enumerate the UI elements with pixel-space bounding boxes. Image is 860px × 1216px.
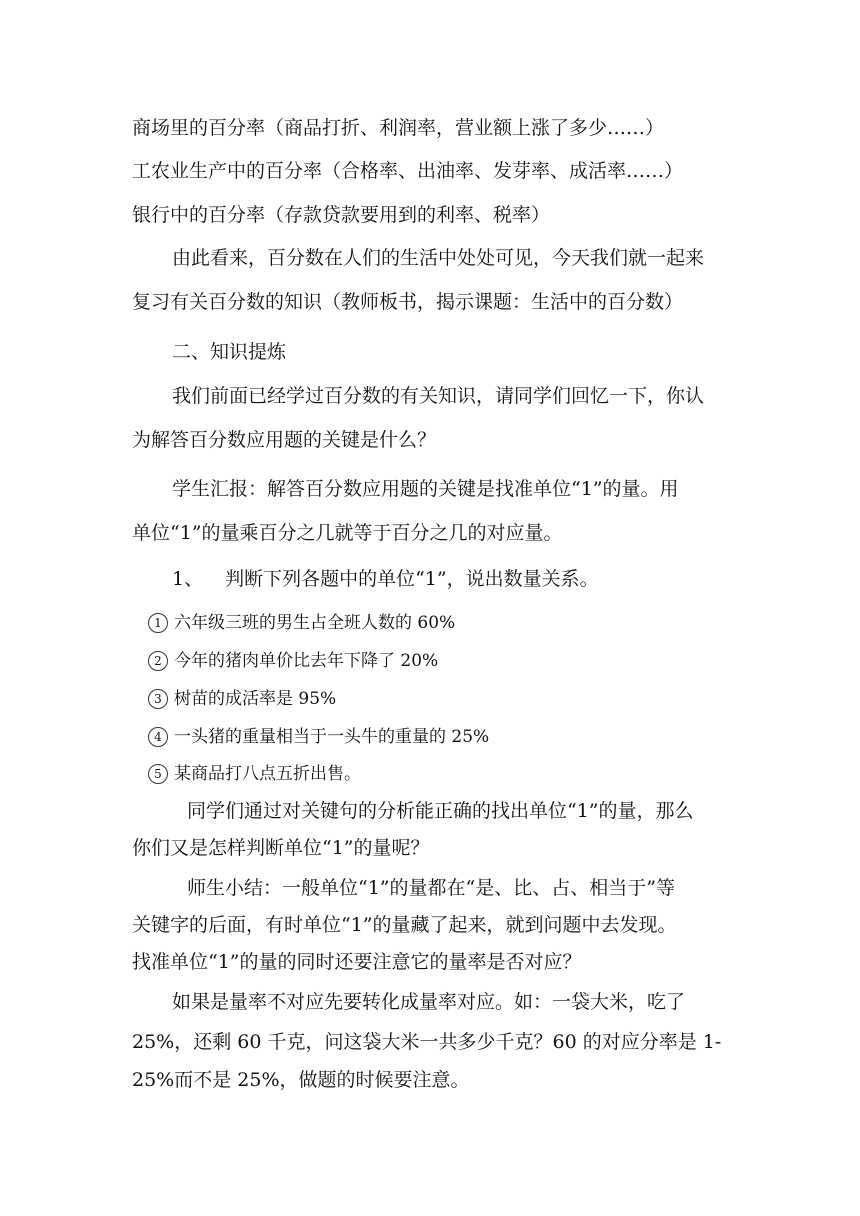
paragraph-analysis-line2: 你们又是怎样判断单位“1”的量呢？ (132, 837, 430, 859)
circled-number-1: 1 (148, 613, 168, 633)
list-item (148, 726, 489, 748)
list-item (148, 763, 361, 785)
circled-number-3: 3 (148, 689, 168, 709)
circled-number-2: 2 (148, 651, 168, 671)
paragraph-conclusion-line1: 由此看来，百分数在人们的生活中处处可见，今天我们就一起来 (172, 247, 705, 269)
paragraph-report-line2: 单位“1”的量乘百分之几就等于百分之几的对应量。 (132, 522, 563, 544)
intro-line-bank: 银行中的百分率（存款贷款要用到的利率、税率） (132, 204, 551, 226)
list-item-text: 一头猪的重量相当于一头牛的重量的 25% (174, 727, 490, 747)
paragraph-review-line2: 为解答百分数应用题的关键是什么？ (132, 429, 437, 451)
list-item-text: 某商品打八点五折出售。 (174, 764, 361, 784)
list-item-text: 六年级三班的男生占全班人数的 60% (174, 613, 456, 633)
section-title: 二、知识提炼 (172, 341, 287, 363)
paragraph-conclusion-line2: 复习有关百分数的知识（教师板书，揭示课题：生活中的百分数） (132, 291, 684, 313)
intro-line-mall: 商场里的百分率（商品打折、利润率，营业额上涨了多少……） (132, 117, 665, 139)
paragraph-example-line1: 如果是量率不对应先要转化成量率对应。如：一袋大米，吃了 (172, 991, 686, 1013)
paragraph-report-line1: 学生汇报：解答百分数应用题的关键是找准单位“1”的量。用 (172, 478, 679, 500)
list-item (148, 612, 455, 634)
task-heading (172, 567, 772, 591)
circled-number-5: 5 (148, 764, 168, 784)
list-item-text: 树苗的成活率是 95% (174, 689, 337, 709)
task-text: 判断下列各题中的单位“1”，说出数量关系。 (225, 568, 599, 590)
list-item (148, 650, 438, 672)
intro-line-production: 工农业生产中的百分率（合格率、出油率、发芽率、成活率……） (132, 160, 684, 182)
paragraph-summary-line3: 找准单位“1”的量的同时还要注意它的量率是否对应？ (132, 951, 582, 973)
list-item (148, 688, 336, 710)
task-number: 1、 (172, 568, 204, 590)
paragraph-summary-line2: 关键字的后面，有时单位“1”的量藏了起来，就到问题中去发现。 (132, 914, 677, 936)
circled-number-4: 4 (148, 727, 168, 747)
paragraph-example-line2: 25%，还剩 60 千克，问这袋大米一共多少千克？60 的对应分率是 1- (132, 1031, 722, 1053)
paragraph-analysis-line1: 同学们通过对关键句的分析能正确的找出单位“1”的量，那么 (187, 800, 694, 822)
paragraph-summary-line1: 师生小结：一般单位“1”的量都在“是、比、占、相当于”等 (187, 877, 675, 899)
paragraph-example-line3: 25%而不是 25%，做题的时候要注意。 (132, 1069, 470, 1091)
list-item-text: 今年的猪肉单价比去年下降了 20% (174, 651, 439, 671)
paragraph-review-line1: 我们前面已经学过百分数的有关知识，请同学们回忆一下，你认 (172, 385, 705, 407)
